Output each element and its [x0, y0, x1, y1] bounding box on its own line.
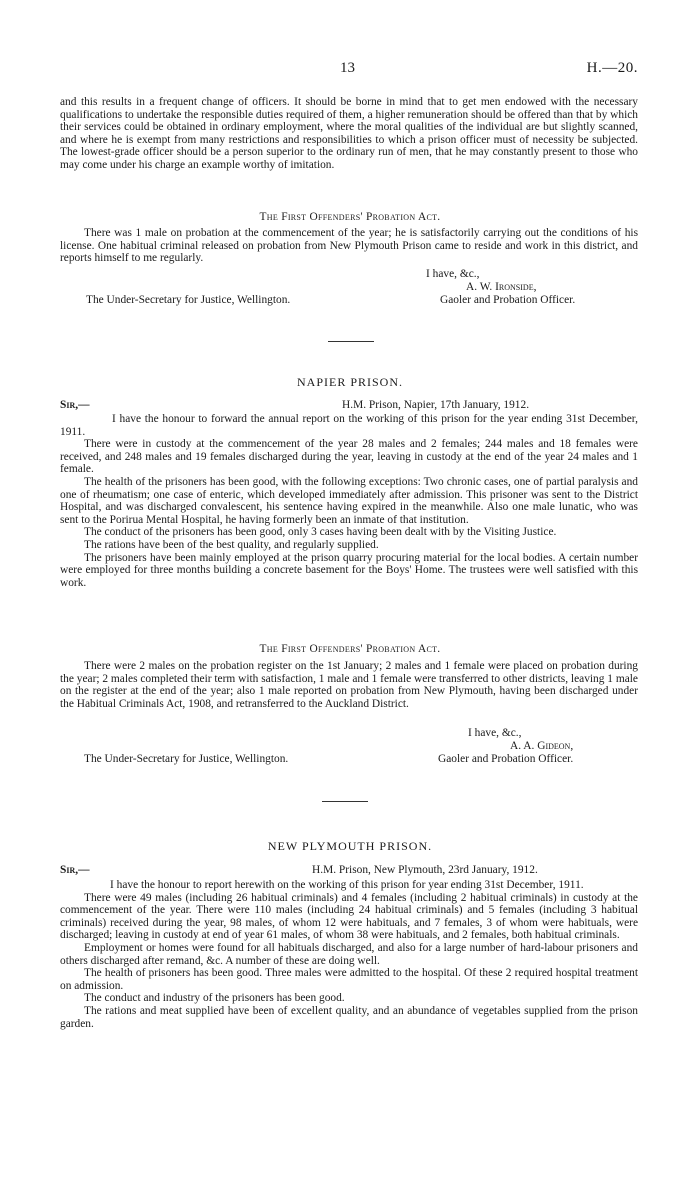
page-number: 13 — [340, 60, 355, 76]
addressee-1: The Under-Secretary for Justice, Wellington. — [86, 294, 291, 306]
napier-paragraph: The conduct of the prisoners has been good, only 3 cases having been dealt with by the Visiting Justice. — [84, 526, 557, 539]
new-plymouth-body — [60, 879, 638, 1030]
closing-1: I have, &c., — [426, 268, 480, 280]
new-plymouth-paragraph: Employment or homes were found for all habituals discharged, and also for a large number of hard-labour prisoners and others discharged after remand, &c. A number of these are doing well. — [60, 941, 638, 967]
section-divider-1 — [328, 341, 374, 342]
probation-heading-2: The First Offenders' Probation Act. — [259, 643, 441, 655]
new-plymouth-salutation: Sir,— — [60, 864, 90, 876]
new-plymouth-paragraph: I have the honour to report herewith on the working of this prison for year ending 31st December, 1911. — [110, 879, 584, 891]
probation-section-2 — [60, 660, 638, 710]
napier-body — [60, 413, 638, 589]
signatory-title-2: Gaoler and Probation Officer. — [438, 753, 574, 765]
signatory-1: A. W. Ironside, — [466, 281, 537, 293]
probation-heading-1: The First Offenders' Probation Act. — [259, 211, 441, 223]
new-plymouth-address-date: H.M. Prison, New Plymouth, 23rd January, 1912. — [312, 864, 538, 876]
document-reference: H.—20. — [586, 60, 638, 76]
closing-2: I have, &c., — [468, 727, 522, 739]
signatory-title-1: Gaoler and Probation Officer. — [440, 294, 576, 306]
napier-paragraph: The prisoners have been mainly employed at the prison quarry procuring material for the local bodies. A certain number were employed for three months building a concrete basement for the Boys' Home. The trustees were well satisfied with this work. — [60, 551, 638, 589]
napier-address-date: H.M. Prison, Napier, 17th January, 1912. — [342, 399, 530, 411]
new-plymouth-paragraph: The conduct and industry of the prisoners has been good. — [84, 992, 345, 1005]
napier-paragraph: The health of the prisoners has been good, with the following exceptions: Two chronic cases, one of partial paralysis and one of rheumatism; one case of enteric, which developed immediately after admission. This prisoner was sent to the District Hospital, and was discharged convalescent, his sentence having expired in the meanwhile. Also one male lunatic, who was sent to the Porirua Mental Hospital, he having formerly been an inmate of that institution. — [60, 475, 638, 526]
new-plymouth-paragraph: The health of prisoners has been good. Three males were admitted to the hospital. Of these 2 required hospital treatment on admission. — [60, 967, 638, 992]
new-plymouth-paragraph: There were 49 males (including 26 habitual criminals) and 4 females (including 2 habitual criminals) in custody at the commencement of the year. There were 110 males (including 24 habitual criminals) and 5 females (including 3 habitual criminals) received during the year, 98 males, of whom 12 were habituals, and 7 females, 3 of whom were habituals, were discharged; leaving in custody at end of year 61 males, of whom 38 were habituals, and 2 females, both habitual criminals. — [60, 891, 638, 942]
napier-paragraph: The rations have been of the best quality, and regularly supplied. — [84, 538, 379, 551]
carryover-paragraph: and this results in a frequent change of officers. It should be borne in mind that to get men endowed with the necessary qualifications to undertake the responsible duties required of them, a higher remuneration should be offered than that by which their services could be obtained in ordinary employment, where the moral qualities of the individual are but slightly scanned, and where he is exempt from many restrictions and responsibilities to which a prison officer must of necessity be subjected. The lowest-grade officer should be a person superior to the ordinary run of men, that he may constantly present to those who may come under his charge an example worthy of imitation. — [60, 96, 638, 171]
new-plymouth-title: NEW PLYMOUTH PRISON. — [267, 839, 433, 853]
napier-title: NAPIER PRISON. — [296, 375, 403, 389]
probation-paragraph-2: There were 2 males on the probation register on the 1st January; 2 males and 1 female were placed on probation during the year; 2 males completed their term with satisfaction, 1 male and 1 female were transferred to other districts, leaving 1 male on the register at the end of the year; also 1 male reported on probation from New Plymouth, having been discharged under the Habitual Criminals Act, 1908, and retransferred to the Auckland District. — [60, 660, 638, 710]
napier-salutation: Sir,— — [60, 399, 90, 411]
probation-section-1 — [60, 227, 638, 265]
signatory-2: A. A. Gideon, — [510, 740, 574, 752]
addressee-2: The Under-Secretary for Justice, Wellington. — [84, 753, 289, 765]
new-plymouth-paragraph: The rations and meat supplied have been of excellent quality, and an abundance of vegetables supplied from the prison garden. — [60, 1004, 638, 1030]
carryover-section — [60, 96, 638, 172]
napier-paragraph: I have the honour to forward the annual report on the working of this prison for the year ending 31st December, 1911. — [60, 413, 638, 438]
probation-paragraph-1: There was 1 male on probation at the commencement of the year; he is satisfactorily carrying out the conditions of his license. One habitual criminal released on probation from New Plymouth Prison came to reside and work in this district, and reports himself to me regularly. — [60, 227, 638, 265]
section-divider-2 — [322, 801, 368, 802]
napier-paragraph: There were in custody at the commencement of the year 28 males and 2 females; 244 males and 18 females were received, and 248 males and 19 females discharged during the year, leaving in custody at the end of the year 24 males and 1 female. — [60, 438, 638, 476]
